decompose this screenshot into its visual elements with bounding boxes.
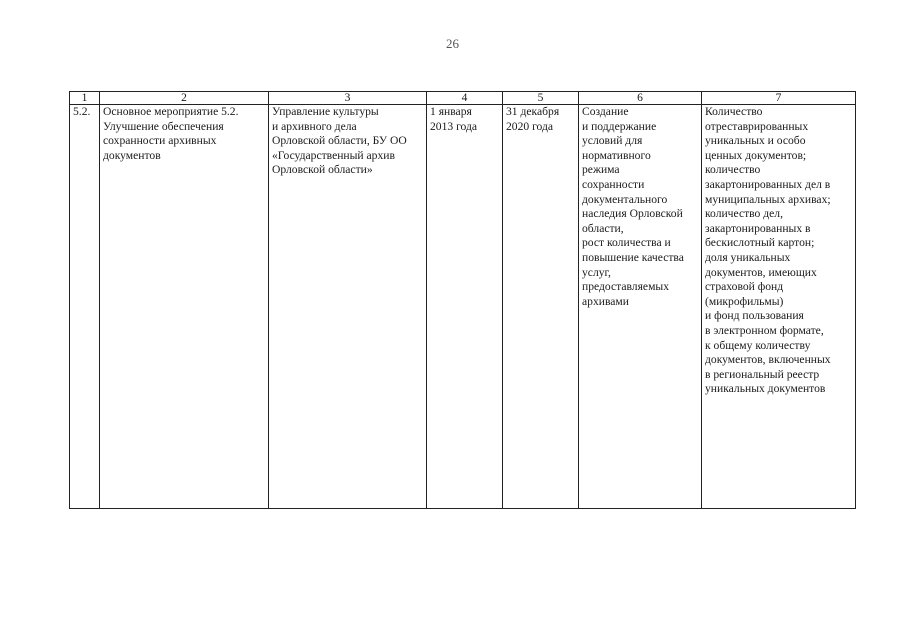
start-date-cell: 1 января 2013 года (427, 105, 503, 509)
table-row (70, 105, 856, 509)
indicators-cell: Количество отреставрированных уникальных и особо ценных документов; количество закартонированных дел в муниципальных архивах; количество дел, закартонированных в бескислотный картон; доля уникальных документов, имеющих страховой фонд (микрофильмы) и фонд пользования в электронном формате, к общему количеству документов, включенных в региональный реестр уникальных документов (702, 105, 856, 509)
program-table (69, 91, 856, 509)
header-col-6: 6 (579, 92, 702, 105)
row-number: 5.2. (70, 105, 100, 509)
header-col-7: 7 (702, 92, 856, 105)
executor-cell: Управление культуры и архивного дела Орловской области, БУ ОО «Государственный архив Орловской области» (269, 105, 427, 509)
end-date-cell: 31 декабря 2020 года (503, 105, 579, 509)
header-col-3: 3 (269, 92, 427, 105)
header-col-5: 5 (503, 92, 579, 105)
header-row (70, 92, 856, 105)
header-col-2: 2 (100, 92, 269, 105)
page-number: 26 (446, 36, 459, 51)
header-col-4: 4 (427, 92, 503, 105)
header-col-1: 1 (70, 92, 100, 105)
result-cell: Создание и поддержание условий для нормативного режима сохранности документального наследия Орловской области, рост количества и повышение качества услуг, предоставляемых архивами (579, 105, 702, 509)
activity-cell: Основное мероприятие 5.2. Улучшение обеспечения сохранности архивных документов (100, 105, 269, 509)
